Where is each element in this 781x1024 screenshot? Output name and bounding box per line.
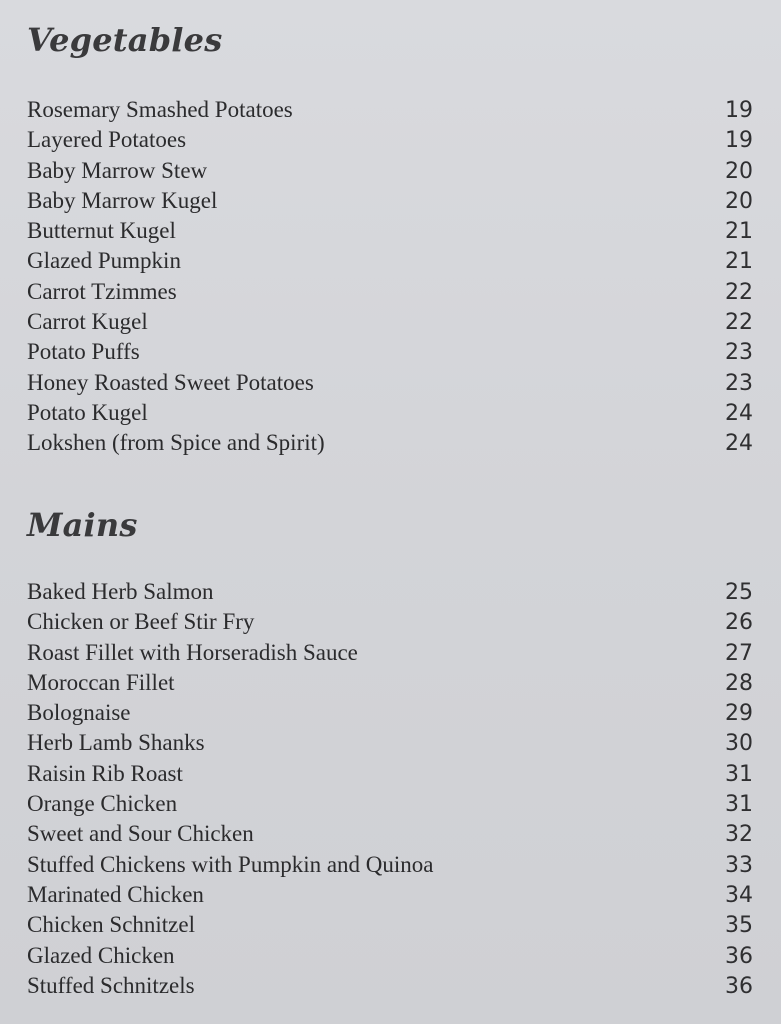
item-name: Stuffed Chickens with Pumpkin and Quinoa <box>27 851 434 877</box>
item-page: 19 <box>725 98 753 123</box>
mains-list <box>27 577 753 1001</box>
item-page: 19 <box>725 128 753 154</box>
item-name: Chicken or Beef Stir Fry <box>27 609 255 635</box>
list-item <box>27 125 753 155</box>
list-item <box>27 156 753 186</box>
item-name: Layered Potatoes <box>27 127 187 153</box>
item-page: 26 <box>725 610 753 636</box>
item-name: Marinated Chicken <box>27 881 204 907</box>
item-page: 35 <box>725 913 753 939</box>
list-item <box>27 819 753 849</box>
item-page: 20 <box>725 188 753 214</box>
item-page: 33 <box>725 852 753 878</box>
item-page: 29 <box>725 701 753 727</box>
item-name: Orange Chicken <box>27 791 178 817</box>
item-name: Glazed Chicken <box>27 942 175 968</box>
list-item <box>27 216 753 246</box>
item-name: Baby Marrow Stew <box>27 157 208 183</box>
vegetables-list <box>27 95 753 459</box>
list-item <box>27 307 753 337</box>
list-item <box>27 368 753 398</box>
list-item <box>27 337 753 367</box>
item-name: Baked Herb Salmon <box>27 579 214 604</box>
list-item <box>27 638 753 668</box>
list-item <box>27 398 753 428</box>
item-name: Lokshen (from Spice and Spirit) <box>27 430 325 456</box>
item-page: 25 <box>725 580 753 605</box>
list-item <box>27 607 753 637</box>
item-page: 30 <box>725 731 753 757</box>
item-page: 31 <box>725 792 753 818</box>
item-name: Stuffed Schnitzels <box>27 972 195 998</box>
list-item <box>27 277 753 307</box>
item-page: 22 <box>725 279 753 305</box>
item-name: Roast Fillet with Horseradish Sauce <box>27 639 358 665</box>
item-page: 27 <box>725 640 753 666</box>
item-name: Potato Puffs <box>27 339 140 365</box>
item-page: 28 <box>725 670 753 696</box>
item-name: Chicken Schnitzel <box>27 912 195 938</box>
section-title-mains: Mains <box>27 506 138 544</box>
list-item <box>27 246 753 276</box>
item-page: 21 <box>725 249 753 275</box>
list-item <box>27 698 753 728</box>
list-item <box>27 941 753 971</box>
list-item <box>27 668 753 698</box>
item-page: 22 <box>725 310 753 336</box>
item-name: Rosemary Smashed Potatoes <box>27 97 293 122</box>
list-item <box>27 910 753 940</box>
item-name: Honey Roasted Sweet Potatoes <box>27 369 314 395</box>
item-page: 32 <box>725 822 753 848</box>
list-item <box>27 577 753 607</box>
item-page: 36 <box>725 943 753 969</box>
item-name: Sweet and Sour Chicken <box>27 821 254 847</box>
item-page: 24 <box>725 431 753 457</box>
list-item <box>27 850 753 880</box>
list-item <box>27 971 753 1001</box>
list-item <box>27 759 753 789</box>
item-name: Moroccan Fillet <box>27 669 175 695</box>
item-page: 34 <box>725 882 753 908</box>
item-name: Baby Marrow Kugel <box>27 187 218 213</box>
item-page: 20 <box>725 158 753 184</box>
item-page: 23 <box>725 340 753 366</box>
list-item <box>27 186 753 216</box>
item-page: 21 <box>725 219 753 245</box>
list-item <box>27 428 753 458</box>
section-title-vegetables: Vegetables <box>27 21 223 59</box>
item-name: Potato Kugel <box>27 399 148 425</box>
item-name: Herb Lamb Shanks <box>27 730 205 756</box>
item-name: Butternut Kugel <box>27 218 176 244</box>
item-page: 31 <box>725 761 753 787</box>
item-name: Bolognaise <box>27 700 131 726</box>
list-item <box>27 880 753 910</box>
item-name: Carrot Kugel <box>27 309 148 335</box>
item-page: 24 <box>725 400 753 426</box>
list-item <box>27 789 753 819</box>
item-name: Raisin Rib Roast <box>27 760 183 786</box>
item-name: Glazed Pumpkin <box>27 248 181 274</box>
item-page: 36 <box>725 973 753 999</box>
list-item <box>27 728 753 758</box>
item-name: Carrot Tzimmes <box>27 278 177 304</box>
item-page: 23 <box>725 370 753 396</box>
list-item <box>27 95 753 125</box>
